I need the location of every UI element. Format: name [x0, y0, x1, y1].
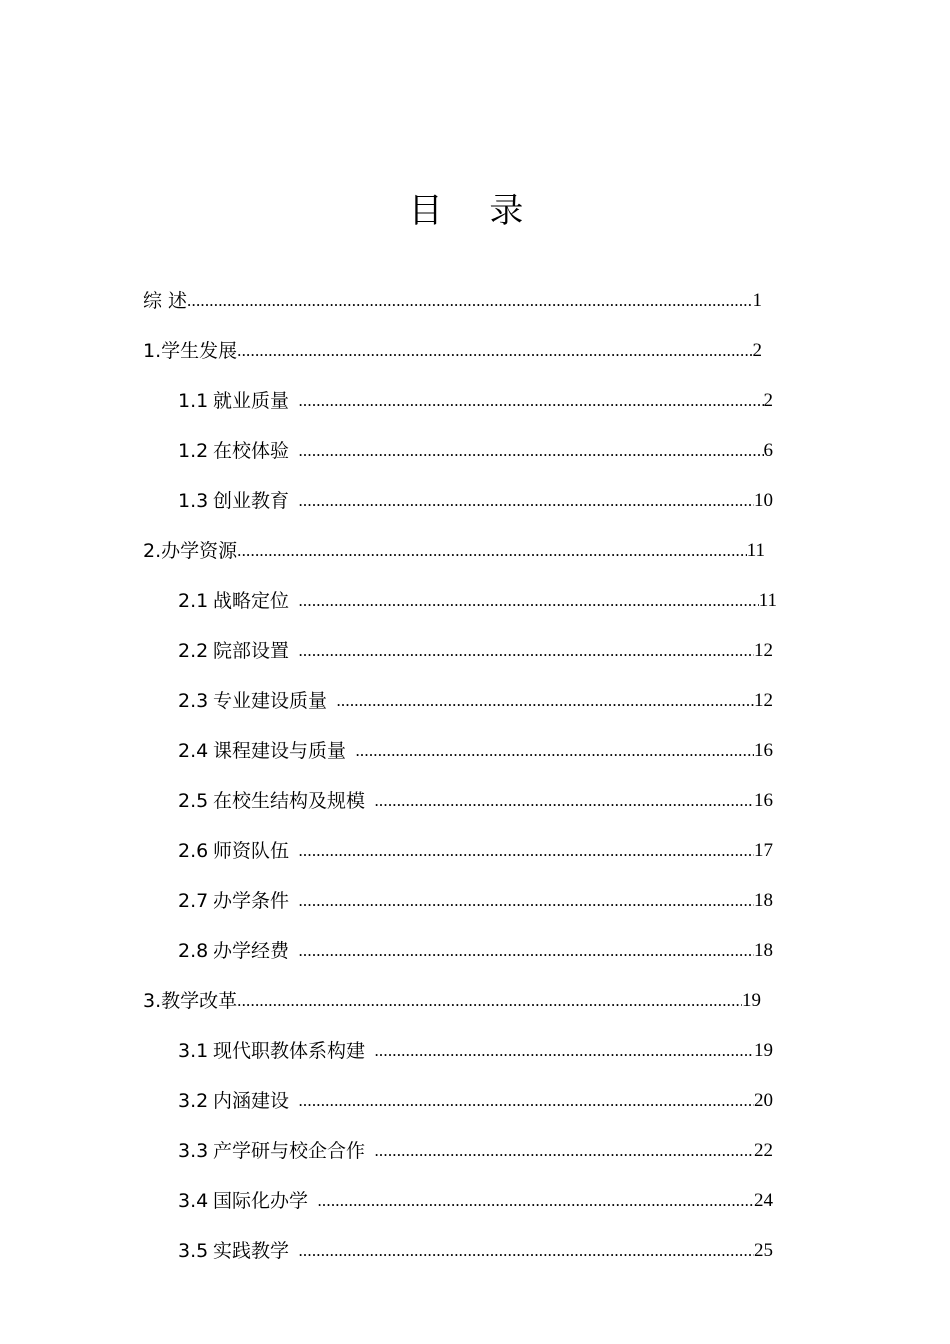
toc-entry[interactable] [178, 776, 773, 826]
toc-leader-dots [298, 589, 758, 613]
toc-entry-page: 2 [752, 340, 762, 361]
toc-entry-number: 3.2 [178, 1090, 209, 1112]
toc-leader-dots [187, 289, 752, 313]
toc-entry[interactable] [178, 1226, 773, 1276]
toc-entry[interactable] [178, 826, 773, 876]
toc-leader-dots [298, 389, 763, 413]
toc-leader-dots [355, 739, 754, 763]
toc-entry-title: 内涵建设 [212, 1090, 289, 1112]
toc-entry-number: 2.7 [178, 890, 209, 912]
toc-entry-page: 22 [754, 1140, 773, 1161]
toc-entry-number: 2.5 [178, 790, 209, 812]
toc-entry-page: 19 [754, 1040, 773, 1061]
toc-entry-title: 战略定位 [212, 590, 289, 612]
toc-entry-page: 11 [746, 540, 765, 561]
toc-entry-number: 1.2 [178, 440, 209, 462]
toc-entry[interactable] [143, 976, 761, 1026]
toc-entry-title: 实践教学 [212, 1240, 289, 1262]
toc-entry-number: 1.1 [178, 390, 209, 412]
toc-entry-number: 1.3 [178, 490, 209, 512]
toc-entry-number: 2.4 [178, 740, 209, 762]
toc-entry-title: 教学改革 [161, 990, 238, 1012]
toc-entry[interactable] [178, 1176, 773, 1226]
toc-entry[interactable] [178, 576, 777, 626]
toc-entry-page: 1 [752, 290, 762, 311]
toc-entry[interactable] [178, 426, 773, 476]
toc-entry[interactable] [178, 876, 773, 926]
toc-leader-dots [237, 989, 742, 1013]
toc-entry-page: 24 [754, 1190, 773, 1211]
toc-entry-title: 在校生结构及规模 [212, 790, 365, 812]
toc-entry-number: 2. [143, 540, 162, 562]
toc-entry-page: 16 [754, 740, 773, 761]
toc-leader-dots [298, 839, 754, 863]
toc-entry-page: 25 [754, 1240, 773, 1261]
toc-title: 目 录 [408, 191, 542, 231]
toc-leader-dots [298, 439, 763, 463]
toc-entry-number: 3.5 [178, 1240, 209, 1262]
toc-entry-page: 12 [754, 690, 773, 711]
toc-entry-title: 院部设置 [212, 640, 289, 662]
toc-entry-page: 19 [742, 990, 761, 1011]
toc-entry-page: 12 [754, 640, 773, 661]
toc-entry-page: 18 [754, 940, 773, 961]
toc-entry-number: 3.4 [178, 1190, 209, 1212]
toc-entry-number: 3. [143, 990, 162, 1012]
toc-leader-dots [298, 1239, 754, 1263]
toc-entry-page: 18 [754, 890, 773, 911]
toc-entry-page: 6 [763, 440, 773, 461]
toc-entry[interactable] [178, 1126, 773, 1176]
toc-leader-dots [374, 1039, 754, 1063]
toc-leader-dots [237, 339, 752, 363]
toc-entry[interactable] [178, 1026, 773, 1076]
toc-leader-dots [317, 1189, 754, 1213]
toc-entry[interactable] [178, 476, 773, 526]
toc-leader-dots [298, 489, 754, 513]
toc-entry-number: 2.1 [178, 590, 209, 612]
toc-entry-title: 在校体验 [212, 440, 289, 462]
toc-leader-dots [374, 789, 754, 813]
toc-entry-title: 办学条件 [212, 890, 289, 912]
toc-entry-title: 办学经费 [212, 940, 289, 962]
toc-entry-number: 3.3 [178, 1140, 209, 1162]
toc-entry-title: 师资队伍 [212, 840, 289, 862]
toc-leader-dots [298, 889, 754, 913]
toc-entry-title: 创业教育 [212, 490, 289, 512]
toc-entry-page: 16 [754, 790, 773, 811]
toc-entry-page: 17 [754, 840, 773, 861]
toc-entry[interactable] [178, 726, 773, 776]
toc-leader-dots [336, 689, 754, 713]
toc-entry[interactable] [178, 926, 773, 976]
toc-entry[interactable] [143, 526, 765, 576]
toc-leader-dots [237, 539, 747, 563]
toc-entry-title: 学生发展 [161, 340, 238, 362]
toc-leader-dots [298, 639, 754, 663]
toc-entry-title: 国际化办学 [212, 1190, 308, 1212]
toc-entry-title: 现代职教体系构建 [212, 1040, 365, 1062]
toc-entry[interactable] [178, 1076, 773, 1126]
toc-entry-number: 2.3 [178, 690, 209, 712]
toc-entry-page: 10 [754, 490, 773, 511]
toc-entry-title: 综 述 [143, 290, 188, 312]
toc-entry-page: 20 [754, 1090, 773, 1111]
toc-entry-page: 2 [763, 390, 773, 411]
toc-entry-page: 11 [758, 590, 777, 611]
toc-entry-title: 办学资源 [161, 540, 238, 562]
toc-entry[interactable] [178, 626, 773, 676]
toc-entry-number: 1. [143, 340, 162, 362]
toc-entry-title: 专业建设质量 [212, 690, 327, 712]
toc-entry[interactable] [143, 326, 762, 376]
toc-entry-number: 2.8 [178, 940, 209, 962]
toc-leader-dots [298, 939, 754, 963]
toc-entry-title: 课程建设与质量 [212, 740, 346, 762]
toc-entry-number: 2.6 [178, 840, 209, 862]
toc-entry-title: 产学研与校企合作 [212, 1140, 365, 1162]
toc-entry[interactable] [178, 376, 773, 426]
toc-entry[interactable] [178, 676, 773, 726]
toc-entry-number: 3.1 [178, 1040, 209, 1062]
toc-entry[interactable] [143, 276, 762, 326]
toc-entry-number: 2.2 [178, 640, 209, 662]
toc-leader-dots [298, 1089, 754, 1113]
toc-leader-dots [374, 1139, 754, 1163]
toc-entry-title: 就业质量 [212, 390, 289, 412]
